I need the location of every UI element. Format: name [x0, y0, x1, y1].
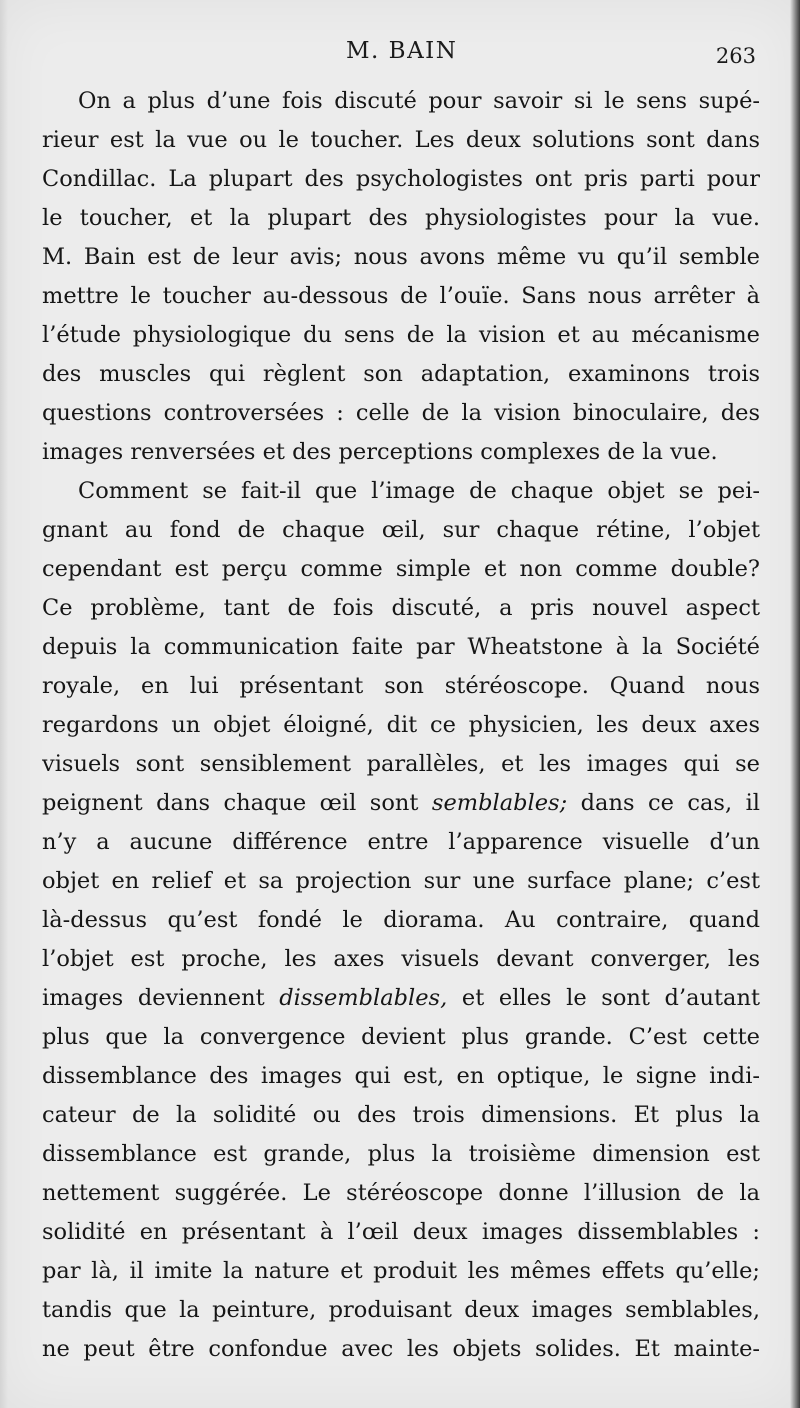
text-line: des muscles qui règlent son adaptation, examinons trois: [42, 361, 760, 387]
text-line: peignent dans chaque œil sont semblables; dans ce cas, il: [42, 790, 760, 816]
text-line: depuis la communication faite par Wheatstone à la Société: [42, 634, 760, 660]
text-line: rieur est la vue ou le toucher. Les deux solutions sont dans: [42, 127, 760, 153]
text-line: gnant au fond de chaque œil, sur chaque rétine, l’objet: [42, 517, 760, 543]
text-line: tandis que la peinture, produisant deux images semblables,: [42, 1297, 760, 1323]
text-line: images deviennent dissemblables, et elles le sont d’autant: [42, 985, 760, 1011]
text-line: cateur de la solidité ou des trois dimensions. Et plus la: [42, 1102, 760, 1128]
text-line: solidité en présentant à l’œil deux images dissemblables :: [42, 1219, 760, 1245]
text-line: par là, il imite la nature et produit les mêmes effets qu’elle;: [42, 1258, 760, 1284]
text-line: Comment se fait-il que l’image de chaque objet se pei-: [78, 478, 760, 504]
page-edge-shadow-right: [790, 0, 800, 1408]
text-line: M. Bain est de leur avis; nous avons même vu qu’il semble: [42, 244, 760, 270]
text-line: questions controversées : celle de la vision binoculaire, des: [42, 400, 760, 426]
text-line: On a plus d’une fois discuté pour savoir si le sens supé-: [78, 88, 760, 114]
text-line: royale, en lui présentant son stéréoscope. Quand nous: [42, 673, 760, 699]
body-text: [42, 82, 760, 1369]
text-line: regardons un objet éloigné, dit ce physicien, les deux axes: [42, 712, 760, 738]
italic-term: dissemblables,: [279, 985, 448, 1011]
page-number: 263: [715, 44, 756, 68]
text-line: là-dessus qu’est fondé le diorama. Au contraire, quand: [42, 907, 760, 933]
text-line: dissemblance des images qui est, en optique, le signe indi-: [42, 1063, 760, 1089]
text-line: ne peut être confondue avec les objets solides. Et mainte-: [42, 1336, 760, 1362]
text-line: images renversées et des perceptions complexes de la vue.: [42, 439, 718, 465]
page-header: [0, 34, 800, 74]
text-line: l’étude physiologique du sens de la vision et au mécanisme: [42, 322, 760, 348]
running-head: M. BAIN: [346, 38, 458, 64]
text-line: visuels sont sensiblement parallèles, et les images qui se: [42, 751, 760, 777]
page-edge-shadow-left: [0, 0, 8, 1408]
text-line: Condillac. La plupart des psychologistes ont pris parti pour: [42, 166, 760, 192]
text-line: plus que la convergence devient plus grande. C’est cette: [42, 1024, 760, 1050]
text-line: n’y a aucune différence entre l’apparence visuelle d’un: [42, 829, 760, 855]
text-line: nettement suggérée. Le stéréoscope donne l’illusion de la: [42, 1180, 760, 1206]
text-line: Ce problème, tant de fois discuté, a pris nouvel aspect: [42, 595, 760, 621]
text-line: objet en relief et sa projection sur une surface plane; c’est: [42, 868, 760, 894]
text-line: dissemblance est grande, plus la troisième dimension est: [42, 1141, 760, 1167]
italic-term: semblables;: [431, 790, 568, 816]
text-line: cependant est perçu comme simple et non comme double?: [42, 556, 760, 582]
text-line: le toucher, et la plupart des physiologistes pour la vue.: [42, 205, 760, 231]
text-line: mettre le toucher au-dessous de l’ouïe. Sans nous arrêter à: [42, 283, 760, 309]
text-line: l’objet est proche, les axes visuels devant converger, les: [42, 946, 760, 972]
